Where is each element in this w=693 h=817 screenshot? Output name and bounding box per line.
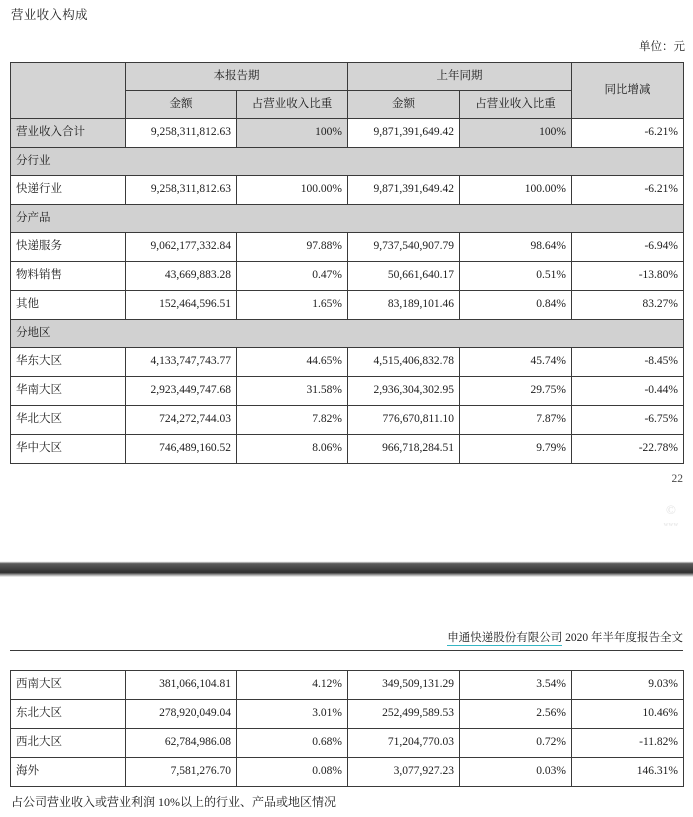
cell-prior-amount: 966,718,284.51: [348, 435, 460, 464]
cell-current-amount: 9,258,311,812.63: [126, 176, 237, 205]
page-break-separator: [0, 560, 693, 578]
cell-prior-amount: 9,871,391,649.42: [348, 176, 460, 205]
cell-current-ratio: 100%: [237, 119, 348, 148]
header-corner-cell: [11, 63, 126, 119]
cell-yoy-change: 10.46%: [572, 700, 684, 729]
cell-prior-amount: 349,509,131.29: [348, 671, 460, 700]
cell-current-amount: 746,489,160.52: [126, 435, 237, 464]
cell-current-amount: 381,066,104.81: [126, 671, 237, 700]
page-header-report: 2020 年半年度报告全文: [565, 632, 683, 644]
cell-prior-ratio: 7.87%: [460, 406, 572, 435]
row-label: 海外: [11, 758, 126, 787]
table-row: [11, 348, 684, 377]
cell-yoy-change: -6.21%: [572, 176, 684, 205]
cell-current-amount: 9,258,311,812.63: [126, 119, 237, 148]
cell-prior-amount: 83,189,101.46: [348, 291, 460, 320]
table-row: [11, 406, 684, 435]
page-header-company: 申通快递股份有限公司: [447, 632, 563, 644]
table-header: [11, 63, 684, 119]
page-number: 22: [671, 473, 683, 485]
cell-prior-ratio: 45.74%: [460, 348, 572, 377]
cell-current-amount: 724,272,744.03: [126, 406, 237, 435]
cell-current-ratio: 0.08%: [237, 758, 348, 787]
table-row: [11, 700, 684, 729]
cell-yoy-change: -8.45%: [572, 348, 684, 377]
cell-prior-ratio: 0.51%: [460, 262, 572, 291]
cell-prior-amount: 71,204,770.03: [348, 729, 460, 758]
row-label: 其他: [11, 291, 126, 320]
cell-yoy-change: -22.78%: [572, 435, 684, 464]
group-label: 分地区: [11, 320, 684, 348]
cell-current-amount: 278,920,049.04: [126, 700, 237, 729]
header-group-prior-period: 上年同期: [348, 63, 572, 91]
row-label: 东北大区: [11, 700, 126, 729]
row-label: 华南大区: [11, 377, 126, 406]
cell-current-ratio: 7.82%: [237, 406, 348, 435]
page-header: [447, 629, 683, 645]
cell-prior-amount: 252,499,589.53: [348, 700, 460, 729]
table-row: [11, 233, 684, 262]
cell-yoy-change: 83.27%: [572, 291, 684, 320]
cell-yoy-change: -6.21%: [572, 119, 684, 148]
row-label: 华东大区: [11, 348, 126, 377]
cell-prior-amount: 2,936,304,302.95: [348, 377, 460, 406]
cell-yoy-change: 9.03%: [572, 671, 684, 700]
cell-current-ratio: 4.12%: [237, 671, 348, 700]
cell-current-ratio: 0.68%: [237, 729, 348, 758]
cell-current-ratio: 8.06%: [237, 435, 348, 464]
header-yoy-change: 同比增减: [572, 63, 684, 119]
cell-yoy-change: -6.94%: [572, 233, 684, 262]
revenue-composition-table: [10, 62, 684, 464]
row-label: 华中大区: [11, 435, 126, 464]
cell-prior-amount: 50,661,640.17: [348, 262, 460, 291]
revenue-composition-table-continued: [10, 670, 684, 787]
table-group-row: [11, 320, 684, 348]
watermark: [641, 500, 693, 529]
table-body-continued: [11, 671, 684, 787]
cell-current-amount: 43,669,883.28: [126, 262, 237, 291]
cell-current-ratio: 3.01%: [237, 700, 348, 729]
table-row: [11, 729, 684, 758]
page-header-rule: [10, 650, 683, 651]
cell-prior-ratio: 0.03%: [460, 758, 572, 787]
group-label: 分产品: [11, 205, 684, 233]
footer-caption: 占公司营业收入或营业利润 10%以上的行业、产品或地区情况: [11, 795, 336, 809]
cell-current-ratio: 100.00%: [237, 176, 348, 205]
cell-yoy-change: 146.31%: [572, 758, 684, 787]
cell-yoy-change: -6.75%: [572, 406, 684, 435]
cell-current-ratio: 44.65%: [237, 348, 348, 377]
row-label: 快递服务: [11, 233, 126, 262]
watermark-mark: ©: [666, 502, 676, 517]
row-label: 营业收入合计: [11, 119, 126, 148]
cell-yoy-change: -11.82%: [572, 729, 684, 758]
cell-current-ratio: 31.58%: [237, 377, 348, 406]
header-current-amount: 金额: [126, 91, 237, 119]
table-row-total: [11, 119, 684, 148]
table-row: [11, 377, 684, 406]
cell-prior-amount: 9,737,540,907.79: [348, 233, 460, 262]
unit-label: 单位：元: [639, 41, 685, 53]
table-header-row-top: [11, 63, 684, 91]
cell-current-ratio: 97.88%: [237, 233, 348, 262]
table-group-row: [11, 148, 684, 176]
table-row: [11, 758, 684, 787]
cell-current-ratio: 1.65%: [237, 291, 348, 320]
cell-current-amount: 62,784,986.08: [126, 729, 237, 758]
row-label: 快递行业: [11, 176, 126, 205]
header-group-current-period: 本报告期: [126, 63, 348, 91]
header-prior-ratio: 占营业收入比重: [460, 91, 572, 119]
cell-prior-ratio: 3.54%: [460, 671, 572, 700]
cell-yoy-change: -0.44%: [572, 377, 684, 406]
cell-current-amount: 4,133,747,743.77: [126, 348, 237, 377]
page-title: 营业收入构成: [11, 8, 88, 22]
row-label: 物料销售: [11, 262, 126, 291]
row-label: 西南大区: [11, 671, 126, 700]
table-row: [11, 291, 684, 320]
group-label: 分行业: [11, 148, 684, 176]
cell-yoy-change: -13.80%: [572, 262, 684, 291]
cell-current-amount: 152,464,596.51: [126, 291, 237, 320]
cell-prior-ratio: 100.00%: [460, 176, 572, 205]
cell-prior-ratio: 9.79%: [460, 435, 572, 464]
table-group-row: [11, 205, 684, 233]
cell-prior-ratio: 29.75%: [460, 377, 572, 406]
cell-prior-ratio: 98.64%: [460, 233, 572, 262]
cell-current-amount: 9,062,177,332.84: [126, 233, 237, 262]
cell-prior-amount: 3,077,927.23: [348, 758, 460, 787]
table-row: [11, 671, 684, 700]
cell-prior-amount: 776,670,811.10: [348, 406, 460, 435]
table-row: [11, 176, 684, 205]
header-current-ratio: 占营业收入比重: [237, 91, 348, 119]
cell-prior-amount: 4,515,406,832.78: [348, 348, 460, 377]
watermark-url: www: [663, 520, 679, 528]
cell-prior-amount: 9,871,391,649.42: [348, 119, 460, 148]
table-body: [11, 119, 684, 464]
cell-current-ratio: 0.47%: [237, 262, 348, 291]
table-row: [11, 435, 684, 464]
cell-prior-ratio: 100%: [460, 119, 572, 148]
cell-prior-ratio: 0.84%: [460, 291, 572, 320]
table-row: [11, 262, 684, 291]
cell-current-amount: 7,581,276.70: [126, 758, 237, 787]
cell-prior-ratio: 0.72%: [460, 729, 572, 758]
cell-prior-ratio: 2.56%: [460, 700, 572, 729]
header-prior-amount: 金额: [348, 91, 460, 119]
cell-current-amount: 2,923,449,747.68: [126, 377, 237, 406]
row-label: 西北大区: [11, 729, 126, 758]
row-label: 华北大区: [11, 406, 126, 435]
